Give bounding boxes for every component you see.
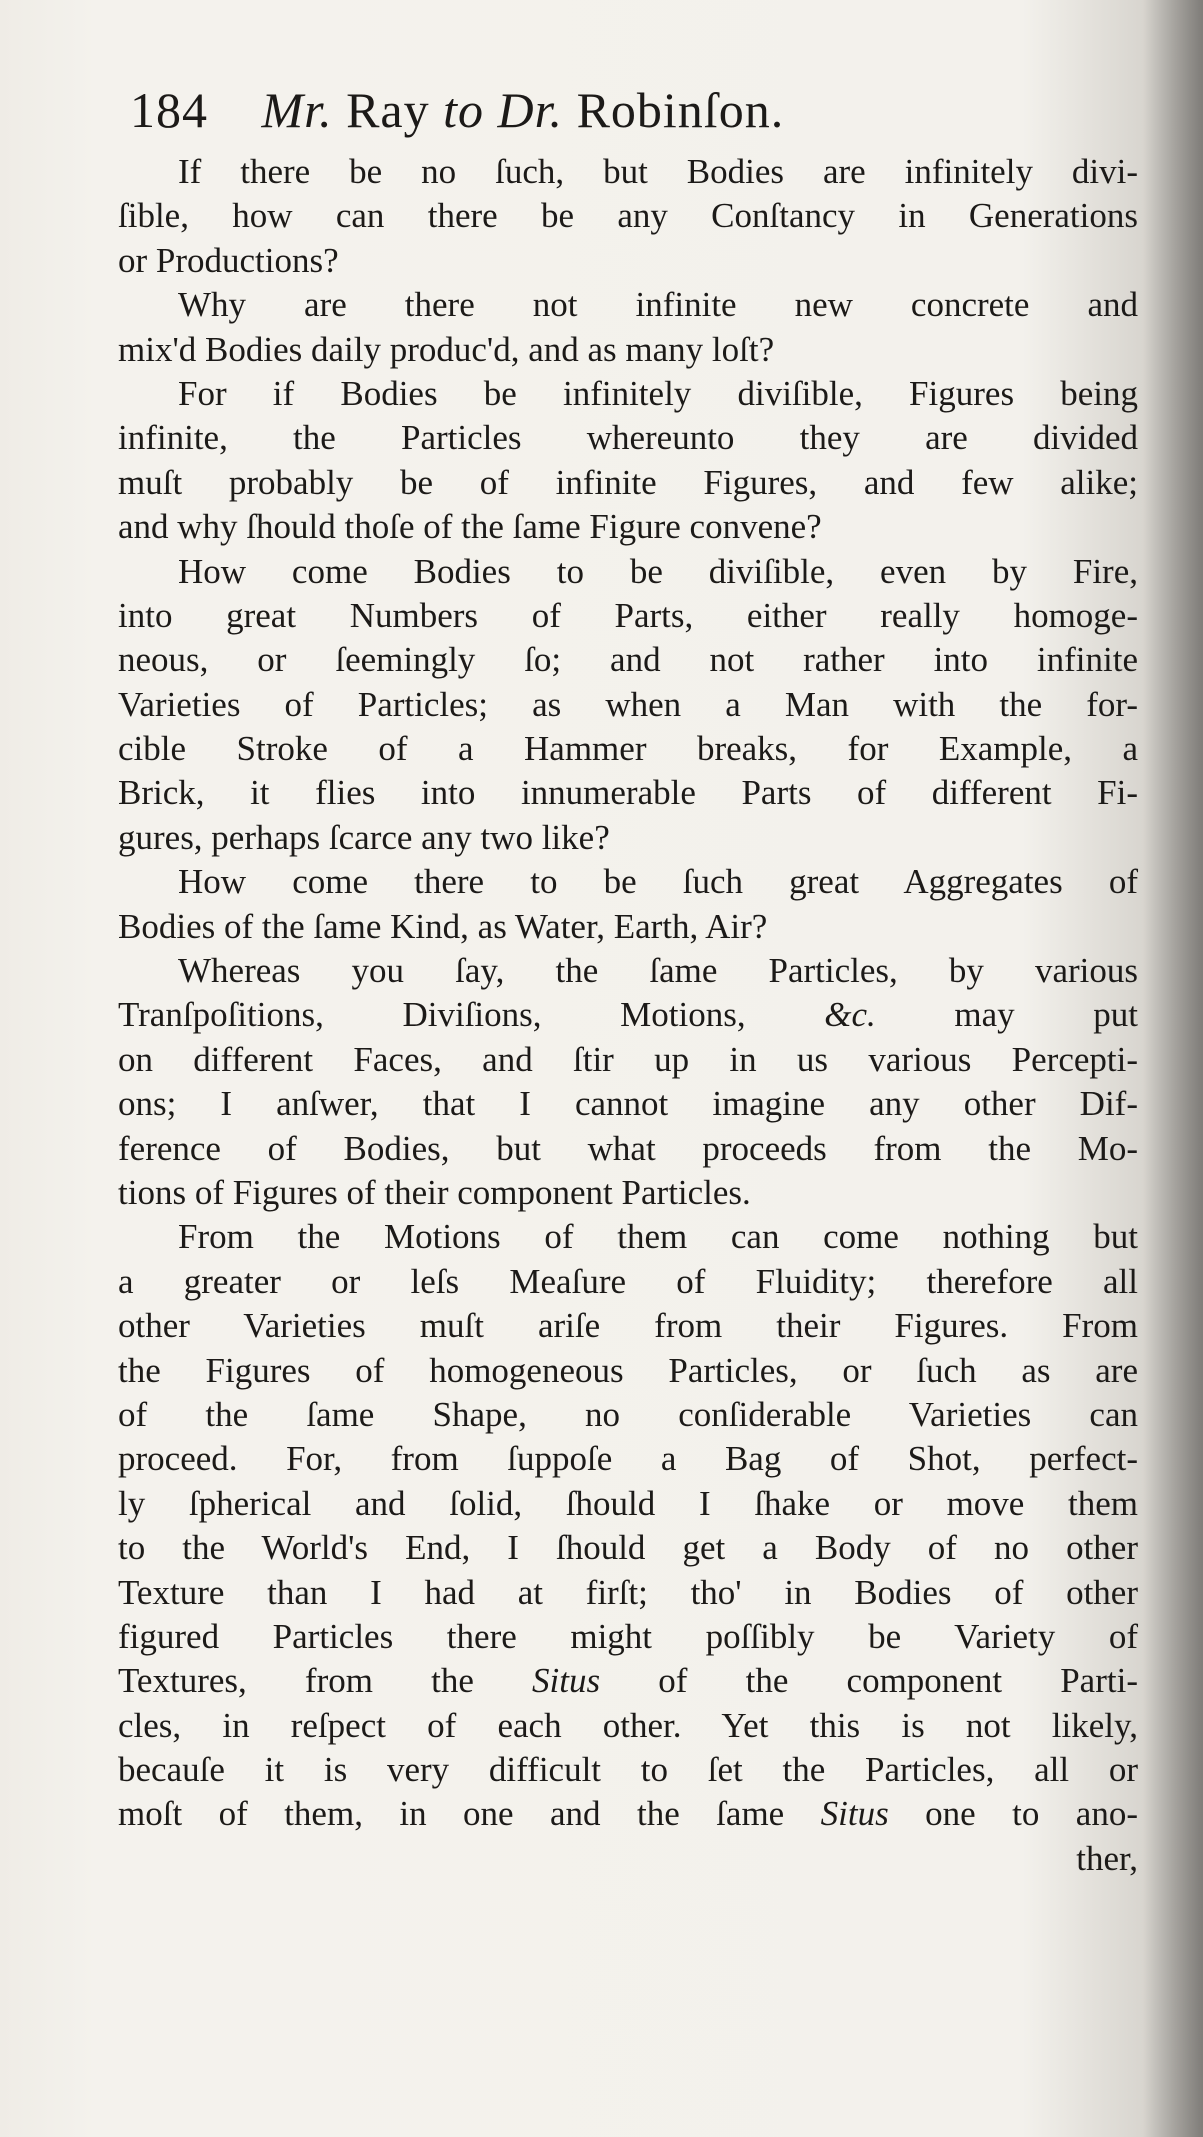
text-line: becauſe it is very difficult to ſet the Particles, all or (118, 1750, 1138, 1790)
text-line: tions of Figures of their component Particles. (118, 1172, 751, 1212)
text-line: If there be no ſuch, but Bodies are infinitely divi- (178, 152, 1138, 191)
text-line: Textures, from the Situs of the component Parti- (118, 1661, 1138, 1701)
text-line: other Varieties muſt ariſe from their Figures. From (118, 1306, 1138, 1346)
body-text (118, 150, 1138, 1881)
text-line: gures, perhaps ſcarce any two like? (118, 817, 610, 857)
text-line: mix'd Bodies daily produc'd, and as many loſt? (118, 329, 775, 369)
header-ray: Ray (346, 82, 430, 138)
text-line: Tranſpoſitions, Diviſions, Motions, &c. may put (118, 995, 1139, 1035)
text-line: to the World's End, I ſhould get a Body of no other (118, 1528, 1138, 1568)
italic-word: &c. (824, 995, 876, 1035)
text-line: a greater or leſs Meaſure of Fluidity; therefore all (118, 1261, 1138, 1301)
text-line: ly ſpherical and ſolid, ſhould I ſhake or move them (118, 1483, 1138, 1523)
running-header (130, 70, 1130, 150)
text-line: figured Particles there might poſſibly be Variety of (118, 1616, 1138, 1656)
text-line: the Figures of homogeneous Particles, or ſuch as are (118, 1350, 1138, 1390)
header-dr: Dr. (497, 82, 564, 138)
italic-word: Situs (820, 1794, 889, 1834)
italic-word: Situs (532, 1661, 601, 1701)
header-mr: Mr. (261, 82, 333, 138)
text-line: Varieties of Particles; as when a Man with the for- (118, 684, 1138, 724)
text-line: or Productions? (118, 240, 339, 280)
text-line: Whereas you ſay, the ſame Particles, by various (178, 951, 1138, 991)
text-line: proceed. For, from ſuppoſe a Bag of Shot, perfect- (118, 1439, 1138, 1479)
text-line: ther, (1076, 1838, 1138, 1878)
text-line: Bodies of the ſame Kind, as Water, Earth, Air? (118, 906, 768, 946)
text-line: From the Motions of them can come nothing but (178, 1217, 1138, 1257)
text-line: For if Bodies be infinitely diviſible, Figures being (178, 373, 1138, 413)
text-line: infinite, the Particles whereunto they are divided (118, 418, 1138, 458)
text-line: moſt of them, in one and the ſame Situs one to ano- (118, 1794, 1138, 1834)
text-line: ons; I anſwer, that I cannot imagine any other Dif- (118, 1084, 1138, 1124)
text-line: How come Bodies to be diviſible, even by Fire, (178, 551, 1138, 591)
text-line: neous, or ſeemingly ſo; and not rather into infinite (118, 640, 1138, 680)
text-line: into great Numbers of Parts, either really homoge- (118, 595, 1138, 635)
text-line: muſt probably be of infinite Figures, and few alike; (118, 462, 1138, 502)
text-line: of the ſame Shape, no conſiderable Varieties can (118, 1394, 1138, 1434)
text-line: cible Stroke of a Hammer breaks, for Example, a (118, 729, 1138, 769)
text-line: Brick, it flies into innumerable Parts of different Fi- (118, 773, 1138, 813)
header-to: to (443, 82, 485, 138)
text-line: ſible, how can there be any Conſtancy in Generations (118, 196, 1138, 236)
page-number: 184 (130, 82, 208, 138)
text-line: How come there to be ſuch great Aggregates of (178, 862, 1138, 902)
text-line: Texture than I had at firſt; tho' in Bodies of other (118, 1572, 1138, 1612)
text-line: cles, in reſpect of each other. Yet this is not likely, (118, 1705, 1138, 1745)
text-line: on different Faces, and ſtir up in us various Percepti- (118, 1039, 1138, 1079)
text-line: ference of Bodies, but what proceeds from the Mo- (118, 1128, 1138, 1168)
header-robinson: Robinſon. (576, 82, 785, 138)
text-line: Why are there not infinite new concrete and (178, 285, 1138, 325)
text-line: and why ſhould thoſe of the ſame Figure convene? (118, 507, 822, 547)
page-gutter-shadow (1143, 0, 1203, 2137)
